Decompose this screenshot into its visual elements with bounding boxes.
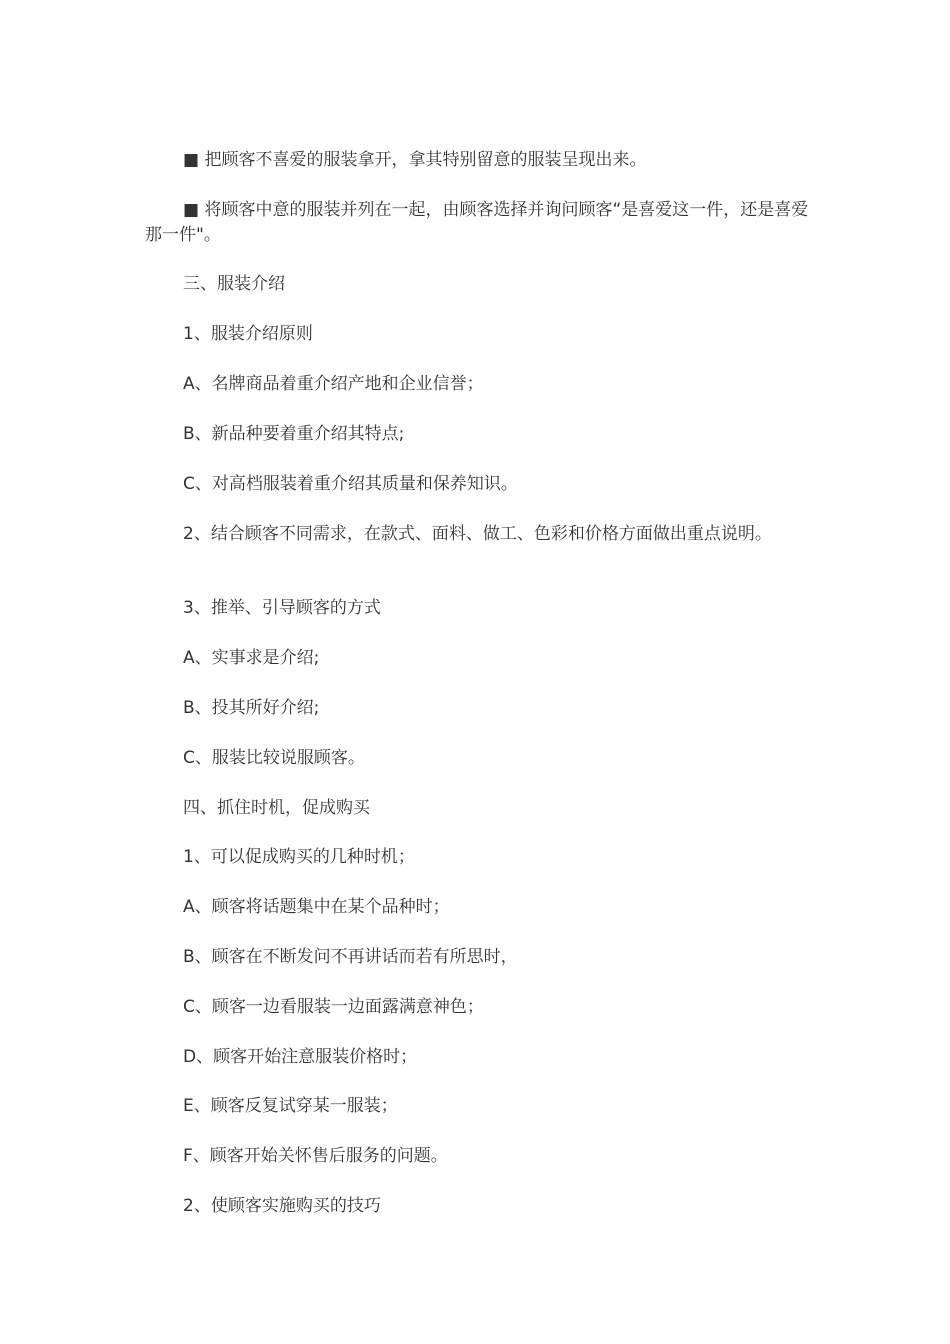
list-item-3-3-b: B、投其所好介绍;: [183, 698, 320, 718]
subheading-4-2: 2、使顾客实施购买的技巧: [183, 1196, 381, 1216]
list-item-4-1-b: B、顾客在不断发问不再讲话而若有所思时，: [183, 947, 518, 967]
subheading-3-2: 2、结合顾客不同需求，在款式、面料、做工、色彩和价格方面做出重点说明。: [183, 524, 772, 544]
paragraph-bullet-1: ■ 把顾客不喜爱的服装拿开，拿其特别留意的服装呈现出来。: [183, 150, 647, 170]
list-item-4-1-d: D、顾客开始注意服装价格时；: [183, 1047, 418, 1067]
list-item-3-1-b: B、新品种要着重介绍其特点;: [183, 424, 405, 444]
list-item-4-1-f: F、顾客开始关怀售后服务的问题。: [183, 1146, 448, 1166]
section-heading-4: 四、抓住时机，促成购买: [183, 798, 370, 818]
list-item-3-1-c: C、对高档服装着重介绍其质量和保养知识。: [183, 474, 518, 494]
paragraph-bullet-2: ■ 将顾客中意的服装并列在一起，由顾客选择并询问顾客“是喜爱这一件，还是喜爱那一件"。: [145, 200, 809, 245]
section-heading-3: 三、服装介绍: [183, 274, 285, 294]
list-item-4-1-e: E、顾客反复试穿某一服装；: [183, 1096, 398, 1116]
list-item-4-1-c: C、顾客一边看服装一边面露满意神色；: [183, 997, 484, 1017]
list-item-3-1-a: A、名牌商品着重介绍产地和企业信誉；: [183, 374, 484, 394]
subheading-3-3: 3、推举、引导顾客的方式: [183, 598, 381, 618]
list-item-3-3-a: A、实事求是介绍;: [183, 648, 320, 668]
list-item-4-1-a: A、顾客将话题集中在某个品种时；: [183, 897, 450, 917]
list-item-3-3-c: C、服装比较说服顾客。: [183, 748, 365, 768]
subheading-3-1: 1、服装介绍原则: [183, 324, 313, 344]
subheading-4-1: 1、可以促成购买的几种时机；: [183, 847, 415, 867]
